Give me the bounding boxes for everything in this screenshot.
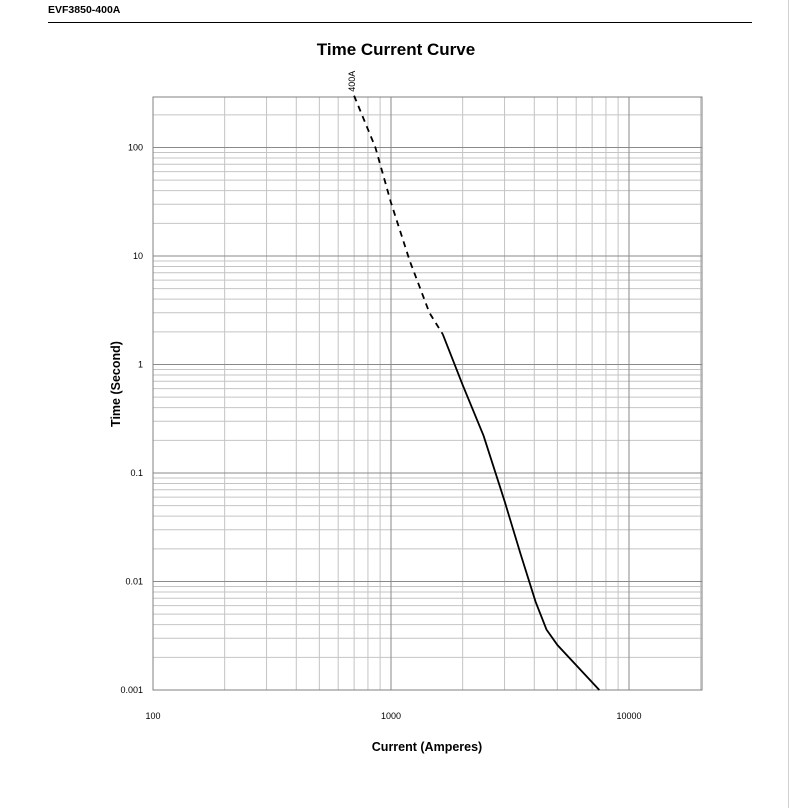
y-tick-label: 0.001 [120,685,143,695]
grid-major-lines [153,97,702,690]
y-tick-labels [120,143,143,696]
y-tick-label: 0.01 [125,576,143,587]
x-tick-label: 10000 [616,711,642,721]
y-tick-label: 10 [132,251,143,261]
y-tick-label: 1 [137,359,143,370]
curve-dashed-segment [354,96,443,335]
curve-group [347,71,599,690]
chart-title: Time Current Curve [316,40,476,59]
grid-minor-lines [153,97,702,690]
y-tick-label: 0.1 [130,468,143,478]
plot-frame [153,97,702,690]
y-axis-title: Time (Second) [109,341,123,427]
x-tick-label: 1000 [380,711,402,721]
x-tick-labels [145,711,641,721]
curve-label: 400A [347,70,358,92]
x-tick-label: 100 [145,711,161,721]
document-code: EVF3850-400A [48,4,121,16]
x-axis-title: Current (Amperes) [371,740,483,754]
y-tick-label: 100 [127,142,143,153]
